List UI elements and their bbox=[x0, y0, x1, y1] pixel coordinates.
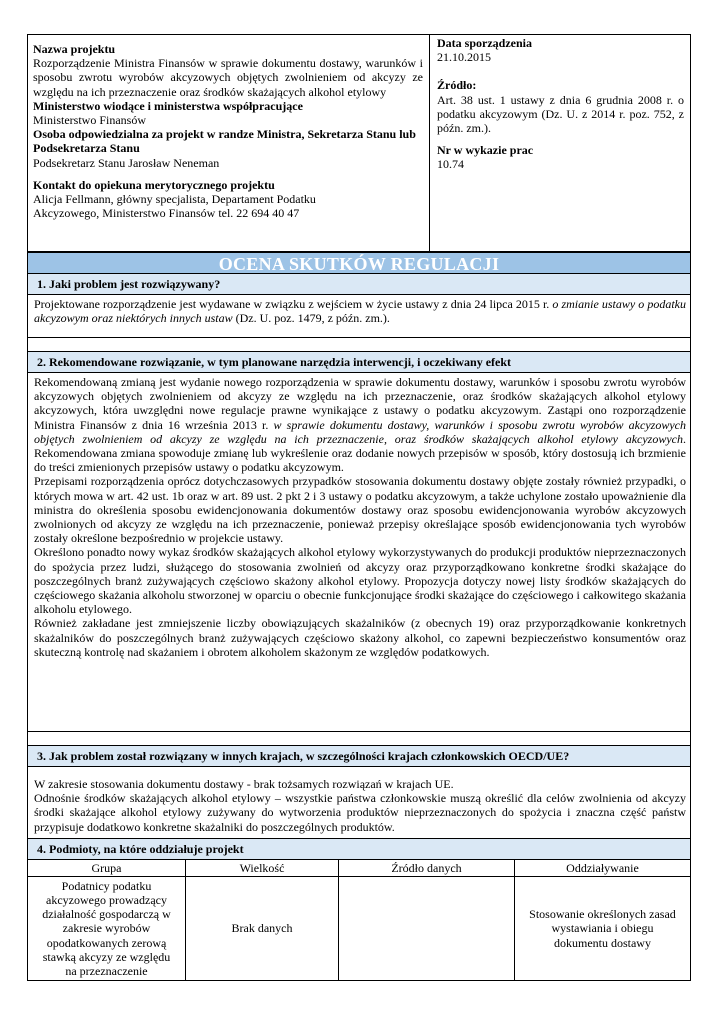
section-4-title: 4. Podmioty, na które oddziałuje projekt bbox=[27, 839, 691, 860]
cell-group-line: opodatkowanych zerową bbox=[46, 935, 167, 950]
ministry: Ministerstwo Finansów bbox=[33, 113, 147, 128]
section-2-title: 2. Rekomendowane rozwiązanie, w tym planowane narzędzia interwencji, i oczekiwany efekt bbox=[27, 352, 691, 373]
project-name-label: Nazwa projektu bbox=[33, 42, 116, 56]
date-value: 21.10.2015 bbox=[437, 50, 491, 65]
section-3-paragraph-1: W zakresie stosowania dokumentu dostawy - brak tożsamych rozwiązań w krajach UE. bbox=[34, 777, 454, 791]
cell-impact-line: Stosowanie określonych zasad bbox=[529, 907, 676, 922]
section-3-body bbox=[27, 767, 691, 839]
column-header-source: Źródło danych bbox=[339, 860, 515, 876]
section-1-text: Projektowane rozporządzenie jest wydawane w związku z wejściem w życie ustawy z dnia 24 lipca 2015 r. o zmianie ustawy o podatku akcyzowym oraz niektórych innych ustaw (Dz. U. poz. 1479, z późn. zm.). bbox=[34, 297, 686, 326]
contact-label: Kontakt do opiekuna merytorycznego projektu bbox=[33, 177, 275, 192]
cell-group-line: zakresie wyrobów bbox=[62, 921, 151, 936]
section-1-title: 1. Jaki problem jest rozwiązywany? bbox=[27, 274, 691, 295]
section-2-body bbox=[27, 373, 691, 732]
cell-group-line: działalność gospodarczą w bbox=[42, 907, 171, 922]
ministry-label: Ministerstwo wiodące i ministerstwa współpracujące bbox=[33, 98, 303, 113]
spacer bbox=[27, 732, 691, 746]
section-banner: OCENA SKUTKÓW REGULACJI bbox=[27, 252, 691, 274]
cell-group-line: Podatnicy podatku bbox=[61, 878, 152, 893]
cell-impact-line: wystawiania i obiegu bbox=[551, 921, 654, 936]
section-3-title: 3. Jak problem został rozwiązany w innych krajach, w szczególności krajach członkowskich OECD/UE? bbox=[27, 746, 691, 767]
section-2-paragraph-4: Również zakładane jest zmniejszenie liczby obowiązujących skażalników (z obecnych 19) oraz przyporządkowanie konkretnych skażalników do poszczególnych branż zużywających częściowo skażony alkohol, co zapewni bezpieczeństwo konsumentów oraz skuteczną kontrolę nad skażaniem i obrotem alkoholem skażonym ze względów podatkowych. bbox=[34, 616, 686, 659]
header-right bbox=[430, 35, 690, 251]
cell-size-text: Brak danych bbox=[231, 921, 293, 936]
list-number: 10.74 bbox=[437, 157, 464, 172]
responsible: Podsekretarz Stanu Jarosław Neneman bbox=[33, 155, 220, 170]
column-header-impact: Oddziaływanie bbox=[566, 861, 639, 875]
contact-line-1: Alicja Fellmann, główny specjalista, Departament Podatku bbox=[33, 192, 316, 207]
responsible-label: Osoba odpowiedzialna za projekt w randze Ministra, Sekretarza Stanu lub Podsekretarza Stanu bbox=[33, 127, 416, 156]
cell-size bbox=[186, 877, 339, 981]
table-row bbox=[27, 877, 691, 981]
ocena-skutkow-regulacji-form bbox=[27, 34, 691, 981]
spacer bbox=[27, 338, 691, 352]
section-1-body bbox=[27, 295, 691, 338]
column-header-size: Wielkość bbox=[186, 860, 339, 876]
source-label: Źródło: bbox=[437, 78, 477, 93]
column-header-group: Grupa bbox=[28, 860, 186, 876]
cell-group-line: stawką akcyzy ze względu bbox=[42, 949, 171, 964]
cell-source bbox=[339, 877, 515, 981]
section-3-paragraph-2: Odnośnie środków skażających alkohol etylowy – wszystkie państwa członkowskie muszą określić dla celów zwolnienia od akcyzy środki skażające alkohol etylowy zużywany do wytworzenia produktów nieprzeznaczonych do spożycia i znaczna część państw przypisuje dodatkowo konkretne skażalniki do poszczególnych produktów. bbox=[34, 791, 686, 834]
source-value: Art. 38 ust. 1 ustawy z dnia 6 grudnia 2008 r. o podatku akcyzowym (Dz. U. z 2014 r. poz. 752, z późn. zm.). bbox=[437, 92, 684, 136]
cell-impact-line: dokumentu dostawy bbox=[553, 935, 651, 950]
table-header-row bbox=[27, 860, 691, 877]
cell-group-line: akcyzowego prowadzący bbox=[46, 892, 167, 907]
header-left bbox=[28, 35, 430, 251]
cell-group bbox=[28, 877, 186, 981]
list-label: Nr w wykazie prac bbox=[437, 143, 534, 158]
section-2-paragraph-3: Określono ponadto nowy wykaz środków skażających alkohol etylowy wykorzystywanych do produkcji produktów nieprzeznaczonych do spożycia przez ludzi, służącego do stosowania zwolnień od akcyzy oraz przyporządkowano konkretne środki skażające do poszczególnych branż zużywających częściowo skażony alkohol etylowy. Propozycja dotyczy nowej listy środków skażających do częściowego skażania alkoholu stworzonej w oparciu o obecnie funkcjonujące środki skażające do częściowego i całkowitego skażania alkoholu etylowego. bbox=[34, 545, 686, 617]
contact-line-2: Akcyzowego, Ministerstwo Finansów tel. 22 694 40 47 bbox=[33, 206, 300, 221]
cell-group-line: na przeznaczenie bbox=[65, 964, 148, 978]
date-label: Data sporządzenia bbox=[437, 36, 532, 50]
header-section bbox=[27, 34, 691, 252]
cell-impact bbox=[515, 877, 690, 981]
section-2-paragraph-2: Przepisami rozporządzenia oprócz dotychczasowych przypadków stosowania dokumentu dostawy objęte zostały również przypadki, o których mowa w art. 42 ust. 1b oraz w art. 89 ust. 2 pkt 2 i 3 ustawy o podatku akcyzowym, a także uchylone zostało upoważnienie dla ministra do określenia sposobu ewidencjonowania dokumentów dostawy oraz sposobu ewidencjonowania wyrobów akcyzowych zwolnionych od akcyzy ze względu na ich przeznaczenie, ponieważ przepisy określające sposób ewidencjonowania tych wyrobów zostały określone bezpośrednio w projekcie ustawy. bbox=[34, 474, 686, 546]
section-2-paragraph-1: Rekomendowaną zmianą jest wydanie nowego rozporządzenia w sprawie dokumentu dostawy, warunków i sposobu zwrotu wyrobów akcyzowych objętych zwolnieniem od akcyzy ze względu na ich przeznaczenie, oraz środków skażających alkohol etylowy akcyzowych, która uwzględni nowe regulacje prawne wynikające z ustawy o podatku akcyzowym. Zastąpi ono rozporządzenie Ministra Finansów z dnia 16 września 2013 r. w sprawie dokumentu dostawy, warunków i sposobu zwrotu wyrobów akcyzowych objętych zwolnieniem od akcyzy ze względu na ich przeznaczenie, oraz środków skażających alkohol etylowy akcyzowych. Rekomendowana zmiana spowoduje zmianę lub wykreślenie oraz dodanie nowych przepisów w sposób, który dostosują ich brzmienie do treści zmienionych przepisów ustawy o podatku akcyzowym. bbox=[34, 375, 686, 475]
project-name: Rozporządzenie Ministra Finansów w sprawie dokumentu dostawy, warunków i sposobu zwrotu wyrobów akcyzowych objętych zwolnieniem od akcyzy ze względu na ich przeznaczenie oraz środków skażających alkohol etylowy bbox=[33, 56, 423, 99]
